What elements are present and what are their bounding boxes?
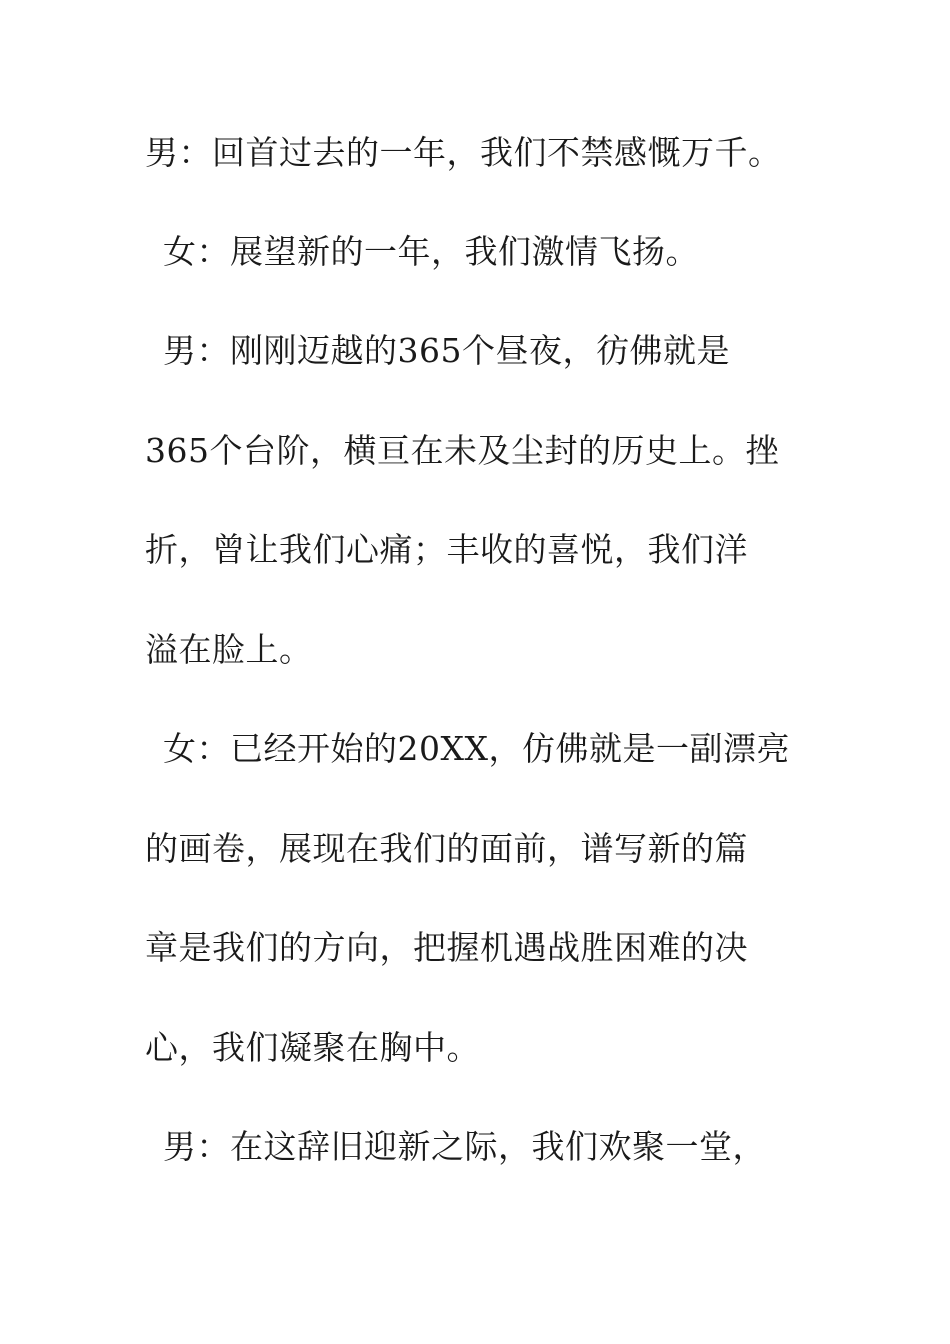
text-line-8: 的画卷，展现在我们的面前，谱写新的篇 — [145, 829, 748, 868]
text-line-11: 男：在这辞旧迎新之际，我们欢聚一堂， — [163, 1127, 766, 1166]
text-line-2: 女：展望新的一年，我们激情飞扬。 — [163, 232, 699, 271]
text-line-4: 365个台阶，横亘在未及尘封的历史上。挫 — [145, 431, 779, 470]
text-line-7: 女：已经开始的20XX，仿佛就是一副漂亮 — [163, 729, 790, 768]
text-line-5: 折，曾让我们心痛；丰收的喜悦，我们洋 — [145, 530, 748, 569]
text-line-10: 心，我们凝聚在胸中。 — [145, 1028, 480, 1067]
text-line-1: 男：回首过去的一年，我们不禁感慨万千。 — [145, 133, 782, 172]
text-line-3: 男：刚刚迈越的365个昼夜，彷佛就是 — [163, 331, 730, 370]
text-line-9: 章是我们的方向，把握机遇战胜困难的决 — [145, 928, 748, 967]
text-line-6: 溢在脸上。 — [145, 630, 313, 669]
